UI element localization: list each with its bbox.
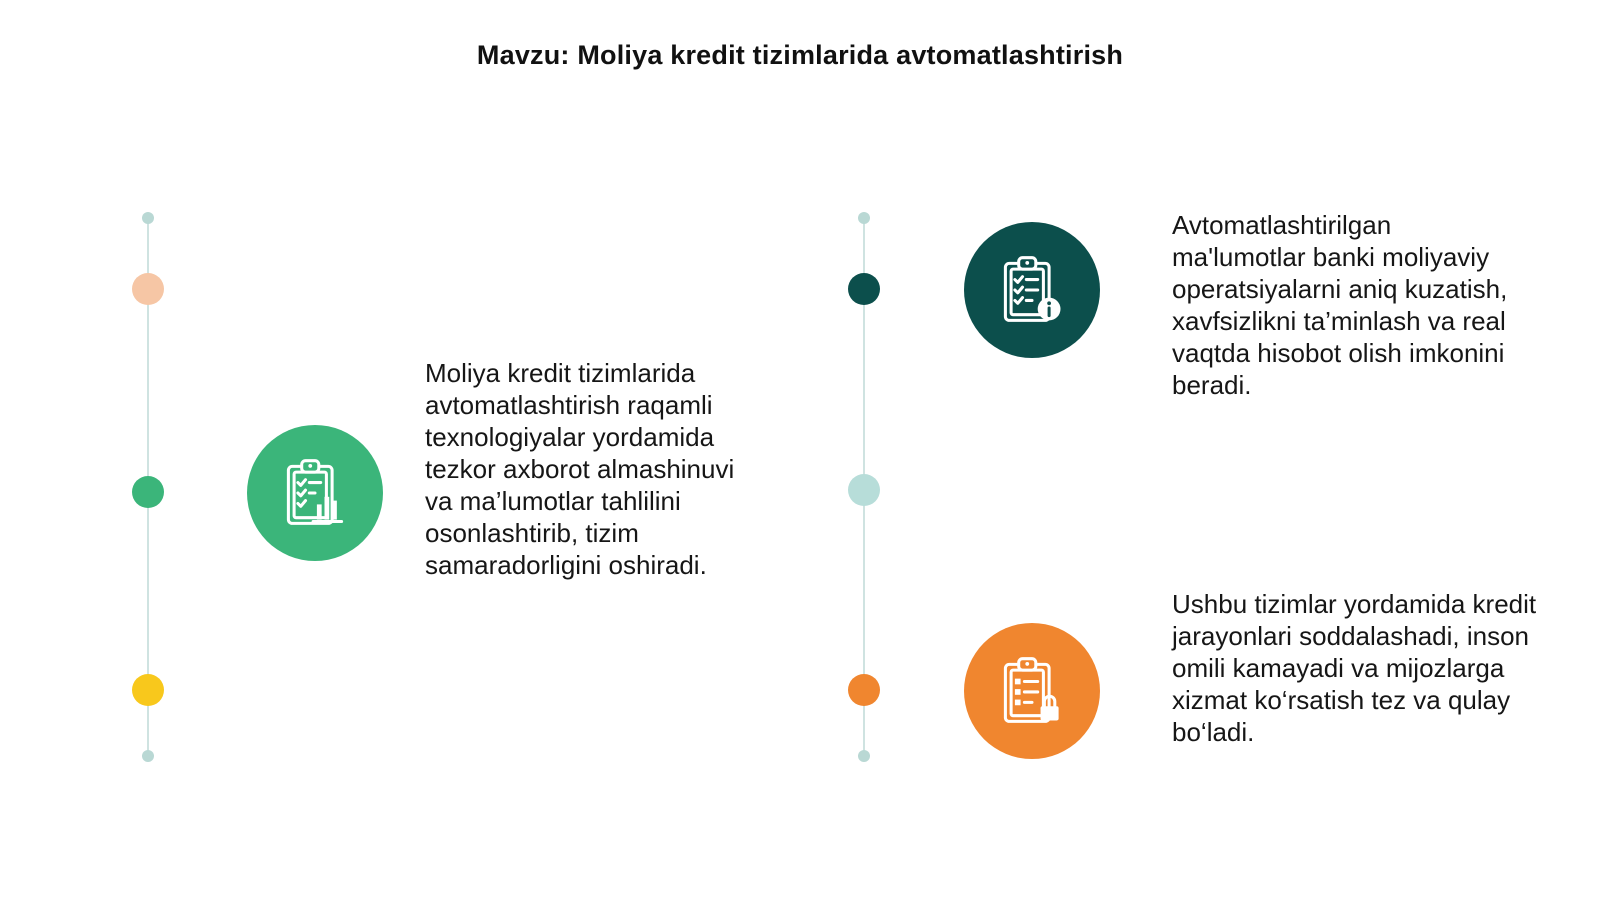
teal-badge (964, 222, 1100, 358)
clipboard-lock-icon (994, 653, 1070, 729)
right-timeline-dot-mint (848, 474, 880, 506)
slide-title: Mavzu: Moliya kredit tizimlarida avtomatlashtirish (476, 40, 1124, 70)
left-timeline-dot-peach (132, 273, 164, 305)
left-timeline-dot-green (132, 476, 164, 508)
item-text-credit-processes: Ushbu tizimlar yordamida kredit jarayonlari soddalashadi, inson omili kamayadi va mijozlarga xizmat ko‘rsatish tez va qulay bo‘ladi. (1172, 589, 1537, 747)
right-timeline-end-dot (858, 750, 870, 762)
orange-badge (964, 623, 1100, 759)
item-text-automation-overview: Moliya kredit tizimlarida avtomatlashtirish raqamli texnologiyalar yordamida tezkor axborot almashinuvi va ma’lumotlar tahlilini osonlashtirib, tizim samaradorligini oshiradi. (425, 358, 735, 580)
left-timeline-dot-yellow (132, 674, 164, 706)
right-timeline-start-dot (858, 212, 870, 224)
right-timeline (844, 212, 884, 762)
right-timeline-dot-teal (848, 273, 880, 305)
item-text-data-bank: Avtomatlashtirilgan ma'lumotlar banki moliyaviy operatsiyalarni aniq kuzatish, xavfsizlikni ta’minlash va real vaqtda hisobot olish imkonini beradi. (1172, 210, 1508, 400)
left-timeline-start-dot (142, 212, 154, 224)
right-timeline-dot-orange (848, 674, 880, 706)
left-timeline-end-dot (142, 750, 154, 762)
clipboard-chart-icon (277, 455, 353, 531)
green-badge (247, 425, 383, 561)
left-timeline (128, 212, 168, 762)
clipboard-info-icon (994, 252, 1070, 328)
